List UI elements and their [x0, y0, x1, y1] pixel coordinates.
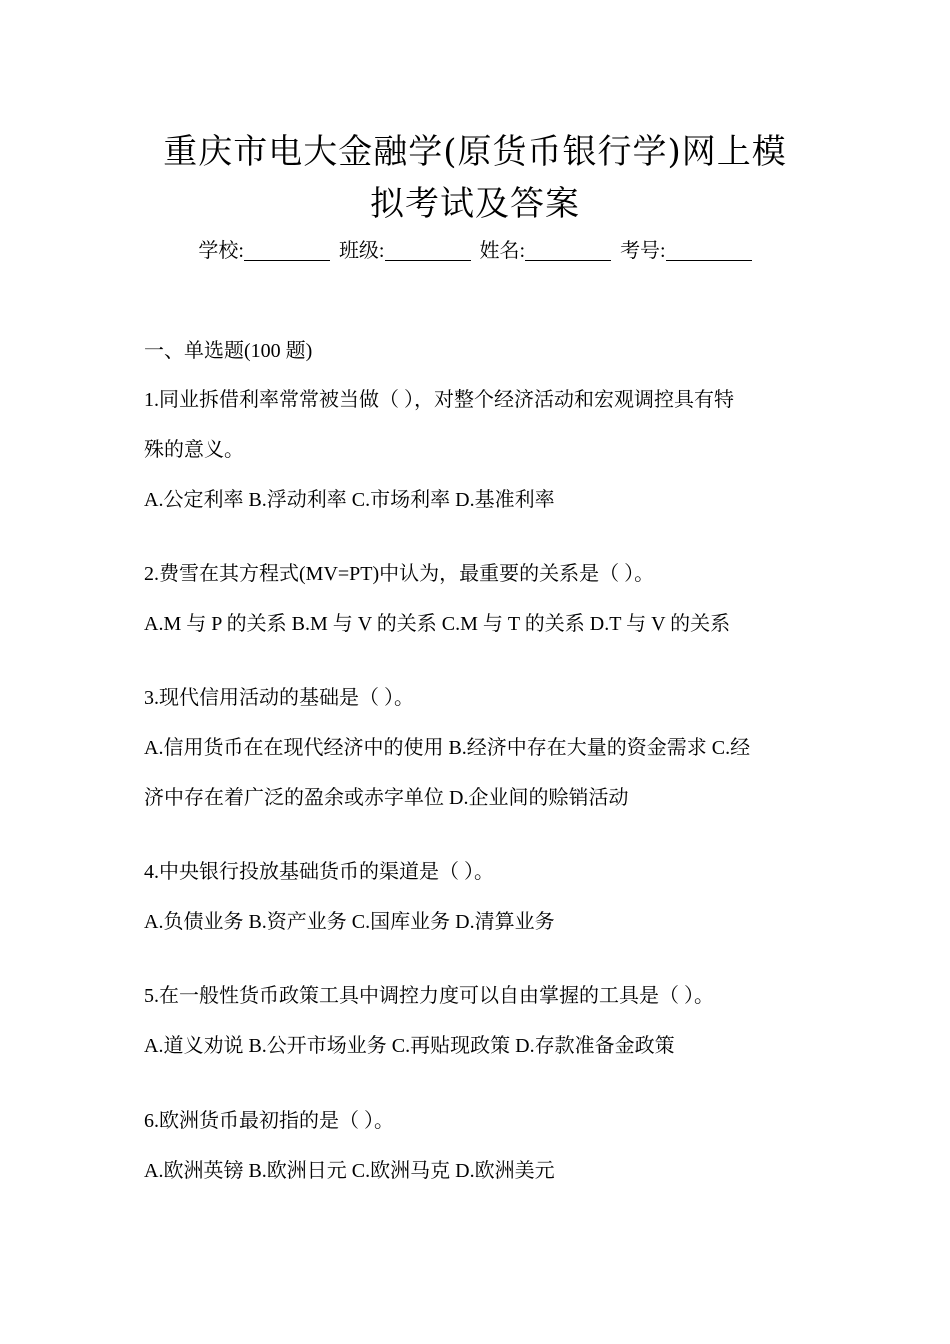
question-6-stem: 6.欧洲货币最初指的是（ ）。 [144, 1110, 394, 1132]
name-blank [525, 240, 611, 261]
question-1-stem-line-2: 殊的意义。 [144, 439, 244, 461]
question-2-options: A.M 与 P 的关系 B.M 与 V 的关系 C.M 与 T 的关系 D.T 与 V 的关系 [144, 613, 731, 635]
school-label: 学校: [198, 240, 244, 262]
number-label: 考号: [620, 240, 666, 262]
student-info-row [100, 236, 850, 266]
class-label: 班级: [338, 240, 385, 262]
question-3-options-line-2: 济中存在着广泛的盈余或赤字单位 D.企业间的赊销活动 [144, 787, 629, 809]
name-field [480, 236, 612, 266]
name-label: 姓名: [479, 240, 526, 262]
class-blank [385, 240, 471, 261]
question-3-stem: 3.现代信用活动的基础是（ ）。 [144, 687, 414, 709]
number-field [620, 236, 752, 266]
question-4-options: A.负债业务 B.资产业务 C.国库业务 D.清算业务 [144, 911, 555, 933]
question-1-options: A.公定利率 B.浮动利率 C.市场利率 D.基准利率 [144, 489, 555, 511]
question-2-stem: 2.费雪在其方程式(MV=PT)中认为，最重要的关系是（ ）。 [144, 563, 655, 585]
question-3-options-line-1: A.信用货币在在现代经济中的使用 B.经济中存在大量的资金需求 C.经 [144, 737, 751, 759]
document-title-line-1: 重庆市电大金融学(原货币银行学)网上模 [163, 132, 787, 172]
class-field [339, 236, 471, 266]
number-blank [666, 240, 752, 261]
question-6-options: A.欧洲英镑 B.欧洲日元 C.欧洲马克 D.欧洲美元 [144, 1160, 555, 1182]
question-1-stem-line-1: 1.同业拆借利率常常被当做（ ），对整个经济活动和宏观调控具有特 [144, 389, 734, 411]
section-heading: 一、单选题(100 题) [144, 340, 313, 362]
question-5-stem: 5.在一般性货币政策工具中调控力度可以自由掌握的工具是（ ）。 [144, 985, 714, 1007]
school-field [198, 236, 330, 266]
school-blank [244, 240, 330, 261]
question-4-stem: 4.中央银行投放基础货币的渠道是（ ）。 [144, 861, 494, 883]
document-title-line-2: 拟考试及答案 [370, 184, 580, 224]
question-5-options: A.道义劝说 B.公开市场业务 C.再贴现政策 D.存款准备金政策 [144, 1035, 675, 1057]
